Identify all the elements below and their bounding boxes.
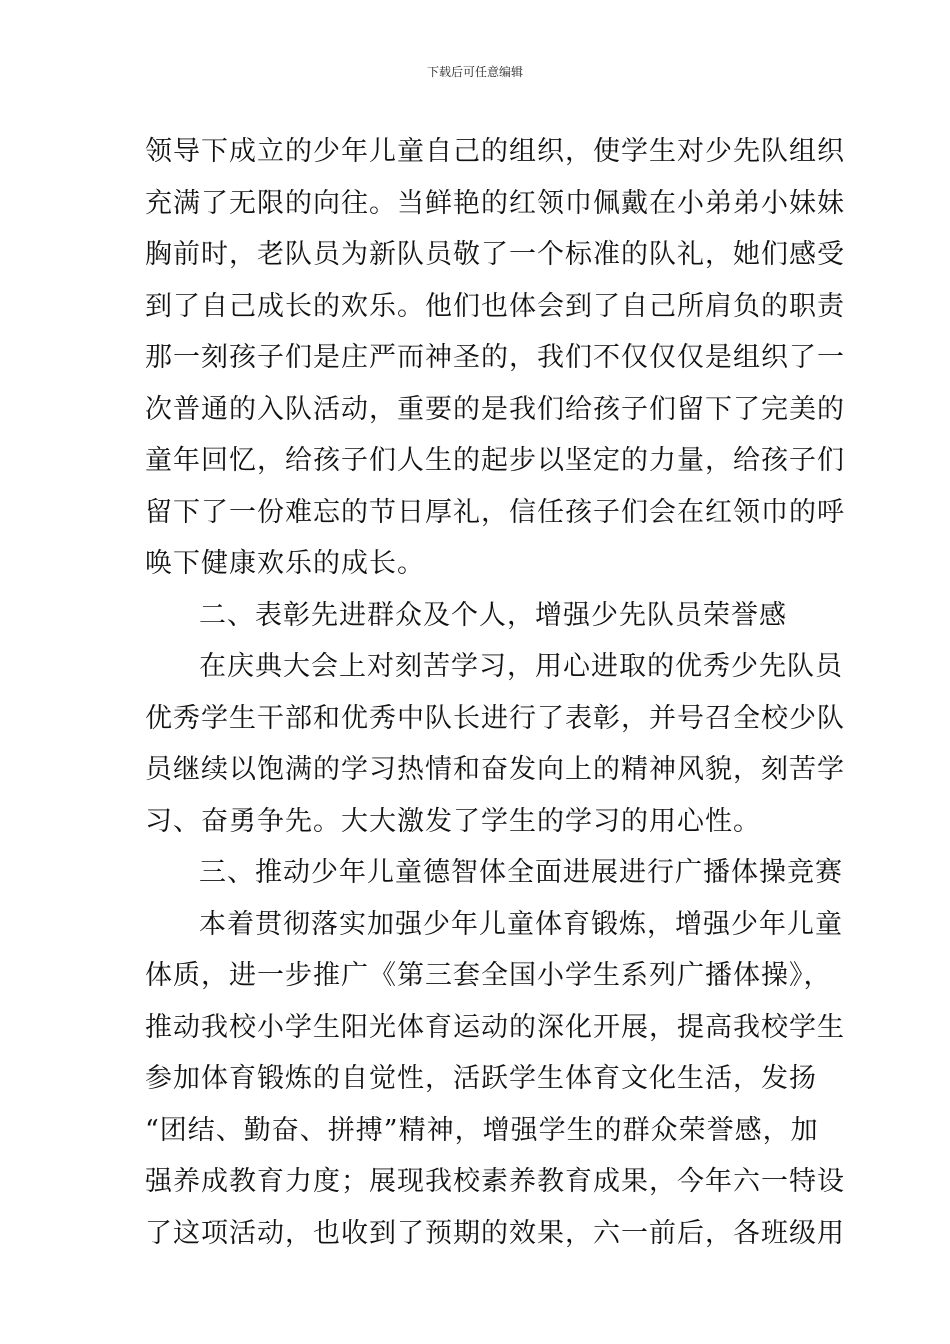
text-line: 到了自己成长的欢乐。他们也体会到了自己所肩负的职责 — [145, 290, 845, 322]
text-line: 优秀学生干部和优秀中队长进行了表彰，并号召全校少队 — [145, 702, 845, 734]
text-line: 了这项活动，也收到了预期的效果，六一前后，各班级用 — [145, 1217, 845, 1249]
text-line: 胸前时，老队员为新队员敬了一个标准的队礼，她们感受 — [145, 239, 845, 270]
text-line: 唤下健康欢乐的成长。 — [145, 548, 425, 579]
text-line: 员继续以饱满的学习热情和奋发向上的精神风貌，刻苦学 — [145, 754, 845, 785]
text-line: 推动我校小学生阳光体育运动的深化开展，提高我校学生 — [145, 1011, 845, 1043]
text-line: 体质，进一步推广《第三套全国小学生系列广播体操》， — [145, 960, 832, 991]
text-line: 领导下成立的少年儿童自己的组织，使学生对少先队组织 — [145, 136, 845, 167]
page-header: 下载后可任意编辑 — [426, 65, 523, 79]
text-line: 次普通的入队活动，重要的是我们给孩子们留下了完美的 — [145, 393, 845, 425]
text-line: 在庆典大会上对刻苦学习，用心进取的优秀少先队员 — [199, 651, 843, 682]
section-heading: 三、推动少年儿童德智体全面进展进行广播体操竞赛 — [199, 857, 843, 888]
text-line: 留下了一份难忘的节日厚礼，信任孩子们会在红领巾的呼 — [145, 496, 845, 528]
text-line: 习、奋勇争先。大大激发了学生的学习的用心性。 — [145, 805, 761, 837]
document-body — [145, 126, 845, 1259]
text-line: 童年回忆，给孩子们人生的起步以坚定的力量，给孩子们 — [145, 445, 845, 476]
text-line: 参加体育锻炼的自觉性，活跃学生体育文化生活，发扬 — [145, 1063, 817, 1094]
section-heading: 二、表彰先进群众及个人，增强少先队员荣誉感 — [199, 599, 787, 631]
text-line: “团结、勤奋、拼搏”精神，增强学生的群众荣誉感，加 — [145, 1114, 819, 1146]
text-line: 充满了无限的向往。当鲜艳的红领巾佩戴在小弟弟小妹妹 — [145, 187, 845, 219]
text-line: 强养成教育力度；展现我校素养教育成果，今年六一特设 — [145, 1166, 845, 1197]
text-line: 本着贯彻落实加强少年儿童体育锻炼，增强少年儿童 — [199, 908, 843, 940]
text-line: 那一刻孩子们是庄严而神圣的，我们不仅仅仅是组织了一 — [145, 342, 845, 373]
